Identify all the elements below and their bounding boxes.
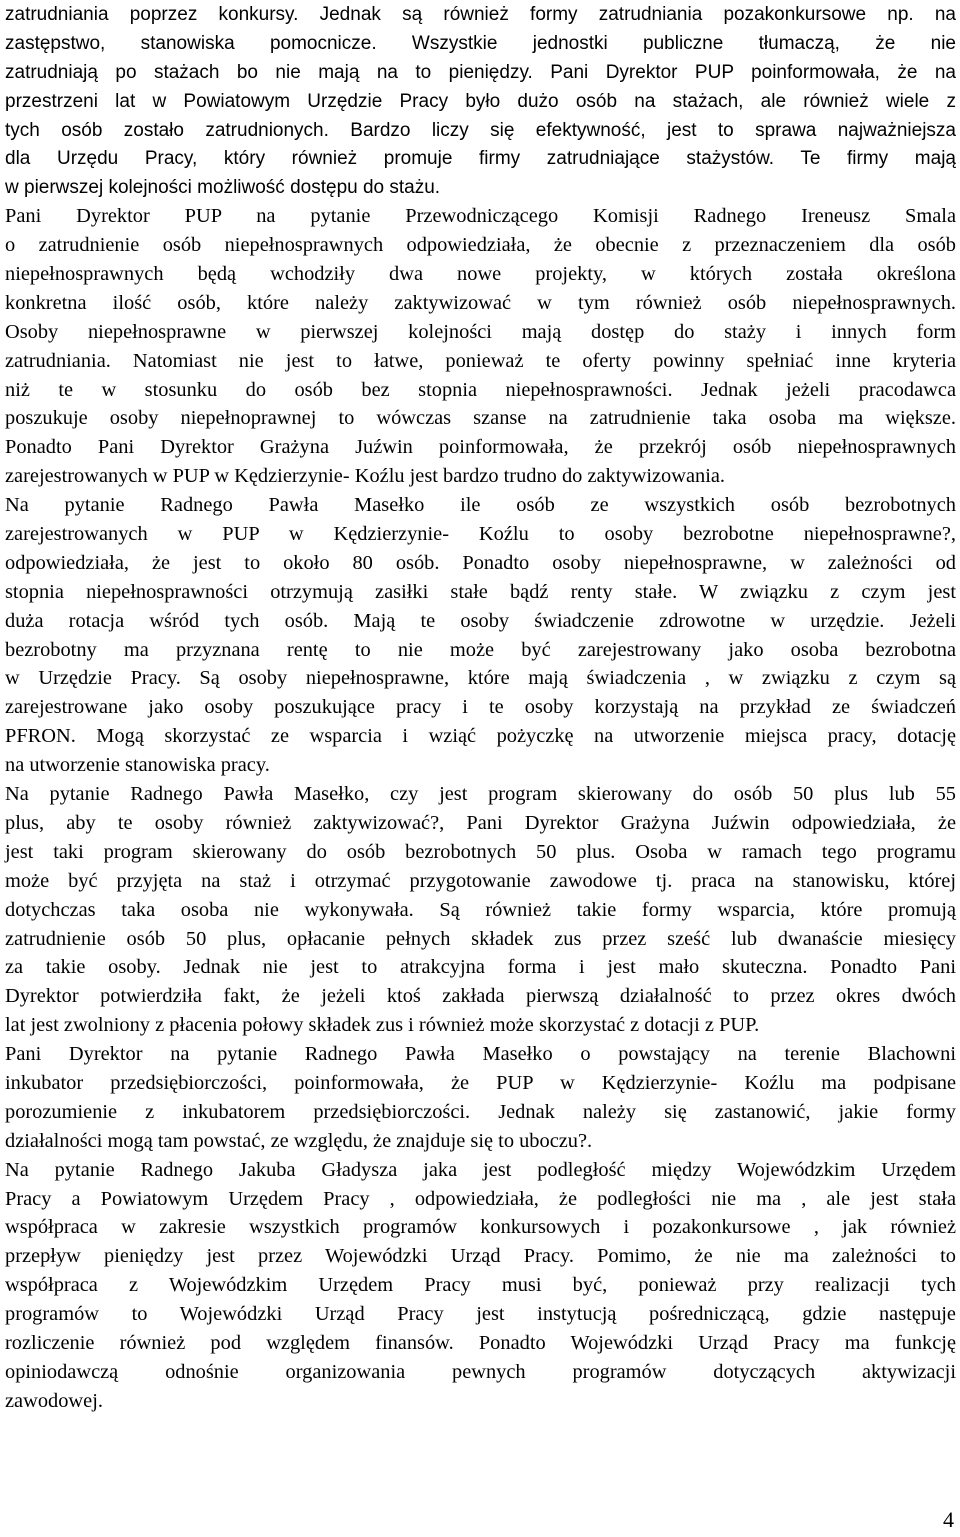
text-line xyxy=(5,144,956,173)
text-run: w pierwszej kolejności możliwość dostępu do stażu. xyxy=(5,177,441,199)
text-run: w Urzędzie Pracy. Są osoby niepełnosprawne, które mają świadczenia , w związku z czym są xyxy=(5,667,956,690)
text-run: opiniodawczą odnośnie organizowania pewnych programów dotyczących aktywizacji xyxy=(5,1360,956,1383)
text-run: jest taki program skierowany do osób bezrobotnych 50 plus. Osoba w ramach tego programu xyxy=(5,840,956,863)
text-line xyxy=(5,809,956,838)
text-line xyxy=(5,1156,956,1185)
text-line xyxy=(5,1213,956,1242)
text-run: o zatrudnienie osób niepełnosprawnych odpowiedziała, że obecnie z przeznaczeniem dla osób xyxy=(5,234,956,257)
text-line xyxy=(5,867,956,896)
text-line xyxy=(5,1358,956,1387)
text-run: zatrudniają po stażach bo nie mają na to pieniędzy. Pani Dyrektor PUP poinformowała, że na xyxy=(5,61,956,83)
text-run: duża rotacja wśród tych osób. Mają te osoby świadczenie zdrowotne w urzędzie. Jeżeli xyxy=(5,609,956,632)
text-line xyxy=(5,664,956,693)
text-line xyxy=(5,347,956,376)
text-line xyxy=(5,953,956,982)
text-line xyxy=(5,1098,956,1127)
text-run: Dyrektor potwierdziła fakt, że jeżeli ktoś zakłada pierwszą działalność to przez okres dwóch xyxy=(5,985,956,1008)
text-line xyxy=(5,1127,956,1156)
text-run: Pracy a Powiatowym Urzędem Pracy , odpowiedziała, że podległości nie ma , ale jest stała xyxy=(5,1187,956,1210)
text-run: tych osób zostało zatrudnionych. Bardzo liczy się efektywność, jest to sprawa najważniejsza xyxy=(5,119,956,141)
text-line xyxy=(5,751,956,780)
text-run: niż te w stosunku do osób bez stopnia niepełnosprawności. Jednak jeżeli pracodawca xyxy=(5,378,956,401)
text-line xyxy=(5,1300,956,1329)
text-run: na utworzenie stanowiska pracy. xyxy=(5,754,270,777)
text-line xyxy=(5,1329,956,1358)
text-line xyxy=(5,693,956,722)
text-line xyxy=(5,116,956,145)
text-line xyxy=(5,838,956,867)
text-run: przestrzeni lat w Powiatowym Urzędzie Pracy było dużo osób na stażach, ale również wiele z xyxy=(5,90,956,112)
text-run: zatrudniania. Natomiast nie jest to łatwe, ponieważ te oferty powinny spełniać inne kryteria xyxy=(5,349,956,372)
text-run: programów to Wojewódzki Urząd Pracy jest instytucją pośredniczącą, gdzie następuje xyxy=(5,1303,956,1326)
text-line xyxy=(5,376,956,405)
text-run: może być przyjęta na staż i otrzymać przygotowanie zawodowe tj. praca na stanowisku, której xyxy=(5,869,956,892)
text-run: zarejestrowanych w PUP w Kędzierzynie- Koźlu to osoby bezrobotne niepełnosprawne?, xyxy=(5,523,956,546)
text-line xyxy=(5,289,956,318)
text-run: przepływ pieniędzy jest przez Wojewódzki Urząd Pracy. Pomimo, że nie ma zależności to xyxy=(5,1245,956,1268)
text-run: niepełnosprawnych będą wchodziły dwa nowe projekty, w których została określona xyxy=(5,263,956,286)
text-run: zatrudnienie osób 50 plus, opłacanie pełnych składek zus przez sześć lub dwanaście miesięcy xyxy=(5,927,956,950)
text-run: poszukuje osoby niepełnoprawnej to wówczas szanse na zatrudnienie taka osoba ma większe. xyxy=(5,407,956,430)
text-line xyxy=(5,1271,956,1300)
text-run: odpowiedziała, że jest to około 80 osób. Ponadto osoby niepełnosprawne, w zależności od xyxy=(5,551,956,574)
text-line xyxy=(5,780,956,809)
text-line xyxy=(5,1040,956,1069)
text-run: stopnia niepełnosprawności otrzymują zasiłki stałe bądź renty stałe. W związku z czym jest xyxy=(5,580,956,603)
document-page xyxy=(5,0,956,1416)
text-run: plus, aby te osoby również zaktywizować?, Pani Dyrektor Grażyna Juźwin odpowiedziała, że xyxy=(5,811,956,834)
text-line xyxy=(5,231,956,260)
text-run: zastępstwo, stanowiska pomocnicze. Wszystkie jednostki publiczne tłumaczą, że nie xyxy=(5,32,956,54)
text-run: za takie osoby. Jednak nie jest to atrakcyjna forma i jest mało skuteczna. Ponadto Pani xyxy=(5,956,956,979)
text-run: Osoby niepełnosprawne w pierwszej kolejności mają dostęp do staży i innych form xyxy=(5,320,956,343)
text-run: dla Urzędu Pracy, który również promuje firmy zatrudniające stażystów. Te firmy mają xyxy=(5,148,956,170)
text-line xyxy=(5,0,956,29)
text-line xyxy=(5,1185,956,1214)
text-run: rozliczenie również pod względem finansów. Ponadto Wojewódzki Urząd Pracy ma funkcję xyxy=(5,1331,956,1354)
text-run: Pani Dyrektor na pytanie Radnego Pawła Masełko o powstający na terenie Blachowni xyxy=(5,1043,956,1066)
text-run: zawodowej. xyxy=(5,1389,103,1412)
text-line xyxy=(5,722,956,751)
text-run: inkubator przedsiębiorczości, poinformowała, że PUP w Kędzierzynie- Koźlu ma podpisane xyxy=(5,1071,956,1094)
text-line xyxy=(5,404,956,433)
text-line xyxy=(5,925,956,954)
text-line xyxy=(5,578,956,607)
text-line xyxy=(5,1011,956,1040)
text-line xyxy=(5,896,956,925)
text-run: porozumienie z inkubatorem przedsiębiorczości. Jednak należy się zastanowić, jakie formy xyxy=(5,1100,956,1123)
text-run: zarejestrowane jako osoby poszukujące pracy i te osoby korzystają na przykład ze świadczeń xyxy=(5,696,956,719)
text-run: zatrudniania poprzez konkursy. Jednak są również formy zatrudniania pozakonkursowe np. na xyxy=(5,4,956,25)
text-line xyxy=(5,1069,956,1098)
text-line xyxy=(5,520,956,549)
text-line xyxy=(5,549,956,578)
text-line xyxy=(5,202,956,231)
text-line xyxy=(5,1242,956,1271)
text-run: lat jest zwolniony z płacenia połowy składek zus i również może skorzystać z dotacji z PUP. xyxy=(5,1014,760,1037)
text-run: dotychczas taka osoba nie wykonywała. Są również takie formy wsparcia, które promują xyxy=(5,898,956,921)
text-line xyxy=(5,491,956,520)
text-run: działalności mogą tam powstać, ze względu, że znajduje się to uboczu?. xyxy=(5,1129,593,1152)
text-run: konkretna ilość osób, które należy zaktywizować w tym również osób niepełnosprawnych. xyxy=(5,291,956,314)
text-line xyxy=(5,318,956,347)
text-line xyxy=(5,173,956,202)
text-line xyxy=(5,462,956,491)
text-line xyxy=(5,607,956,636)
text-line xyxy=(5,982,956,1011)
text-line xyxy=(5,29,956,58)
text-run: Na pytanie Radnego Jakuba Gładysza jaka jest podległość między Wojewódzkim Urzędem xyxy=(5,1158,956,1181)
text-run: Na pytanie Radnego Pawła Masełko, czy jest program skierowany do osób 50 plus lub 55 xyxy=(5,783,956,806)
text-line xyxy=(5,1387,956,1416)
text-run: PFRON. Mogą skorzystać ze wsparcia i wziąć pożyczkę na utworzenie miejsca pracy, dotację xyxy=(5,725,956,748)
text-line xyxy=(5,260,956,289)
text-run: bezrobotny ma przyznana rentę to nie może być zarejestrowany jako osoba bezrobotna xyxy=(5,638,956,661)
page-number: 4 xyxy=(943,1507,954,1532)
text-line xyxy=(5,87,956,116)
text-line xyxy=(5,58,956,87)
text-run: współpraca w zakresie wszystkich programów konkursowych i pozakonkursowe , jak również xyxy=(5,1216,956,1239)
text-run: Pani Dyrektor PUP na pytanie Przewodniczącego Komisji Radnego Ireneusz Smala xyxy=(5,205,956,228)
text-line xyxy=(5,636,956,665)
text-line xyxy=(5,433,956,462)
text-run: Na pytanie Radnego Pawła Masełko ile osób ze wszystkich osób bezrobotnych xyxy=(5,494,956,517)
text-run: zarejestrowanych w PUP w Kędzierzynie- Koźlu jest bardzo trudno do zaktywizowania. xyxy=(5,465,726,488)
text-run: Ponadto Pani Dyrektor Grażyna Juźwin poinformowała, że przekrój osób niepełnosprawnych xyxy=(5,436,956,459)
text-run: współpraca z Wojewódzkim Urzędem Pracy musi być, ponieważ przy realizacji tych xyxy=(5,1274,956,1297)
